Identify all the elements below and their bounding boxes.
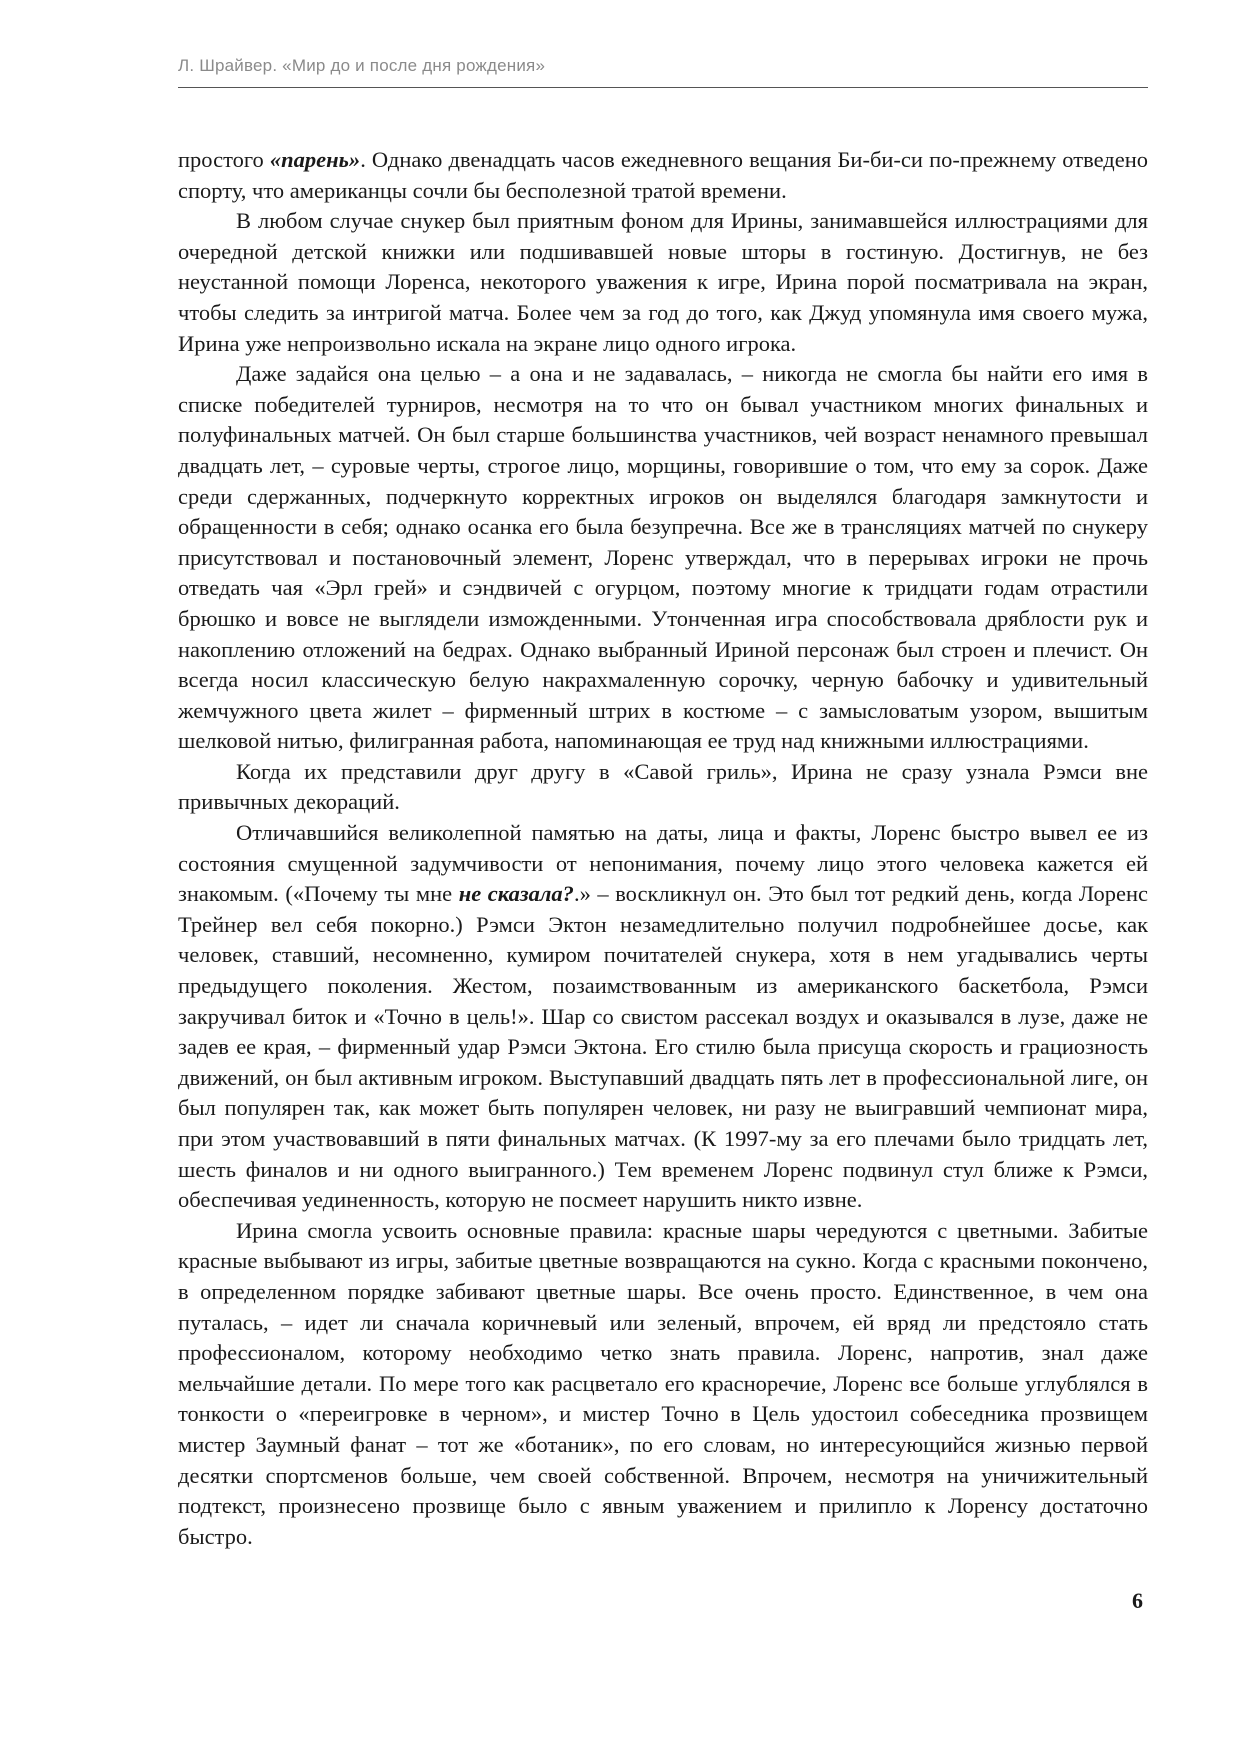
- paragraph: [178, 818, 1148, 1216]
- paragraph-text: . Однако двенадцать часов ежедневного вещания Би-би-си по-прежнему отведено спорту, что американцы сочли бы бесполезной тратой времени.: [178, 147, 1148, 203]
- header-rule: [178, 87, 1148, 88]
- paragraph-text: Отличавшийся великолепной памятью на даты, лица и факты, Лоренс быстро вывел ее из состояния смущенной задумчивости от непонимания, почему лицо этого человека кажется ей знакомым. («Почему ты мне: [178, 820, 1148, 907]
- paragraph-text: простого: [178, 147, 270, 172]
- page-number: 6: [1132, 1588, 1143, 1613]
- paragraph: [178, 145, 1148, 206]
- emphasis-text: не сказала?: [458, 881, 574, 907]
- paragraph: Даже задайся она целью – а она и не задавалась, – никогда не смогла бы найти его имя в списке победителей турниров, несмотря на то что он бывал участником многих финальных и полуфинальных матчей. Он был старше большинства участников, чей возраст ненамного превышал двадцать лет, – суровые черты, строгое лицо, морщины, говорившие о том, что ему за сорок. Даже среди сдержанных, подчеркнуто корректных игроков он выделялся благодаря замкнутости и обращенности в себя; однако осанка его была безупречна. Все же в трансляциях матчей по снукеру присутствовал и постановочный элемент, Лоренс утверждал, что в перерывах игроки не прочь отведать чая «Эрл грей» и сэндвичей с огурцом, поэтому многие к тридцати годам отрастили брюшко и вовсе не выглядели изможденными. Утонченная игра способствовала дряблости рук и накоплению отложений на бедрах. Однако выбранный Ириной персонаж был строен и плечист. Он всегда носил классическую белую накрахмаленную сорочку, черную бабочку и удивительный жемчужного цвета жилет – фирменный штрих в костюме – с замысловатым узором, вышитым шелковой нитью, филигранная работа, напоминающая ее труд над книжными иллюстрациями.: [178, 361, 1148, 754]
- body-text: [178, 145, 1148, 1552]
- paragraph: Ирина смогла усвоить основные правила: красные шары чередуются с цветными. Забитые красные выбывают из игры, забитые цветные возвращаются на сукно. Когда с красными покончено, в определенном порядке забивают цветные шары. Все очень просто. Единственное, в чем она путалась, – идет ли сначала коричневый или зеленый, впрочем, ей вряд ли предстояло стать профессионалом, которому необходимо четко знать правила. Лоренс, напротив, знал даже мельчайшие детали. По мере того как расцветало его красноречие, Лоренс все больше углублялся в тонкости о «переигровке в черном», и мистер Точно в Цель удостоил собеседника прозвищем мистер Заумный фанат – тот же «ботаник», по его словам, но интересующийся жизнью первой десятки спортсменов больше, чем своей собственной. Впрочем, несмотря на уничижительный подтекст, произнесено прозвище было с явным уважением и прилипло к Лоренсу достаточно быстро.: [178, 1217, 1148, 1549]
- emphasis-text: «парень»: [269, 147, 361, 172]
- paragraph-text: .» – воскликнул он. Это был тот редкий день, когда Лоренс Трейнер вел себя покорно.) Рэмси Эктон незамедлительно получил подробнейшее досье, как человек, ставший, несомненно, кумиром почитателей снукера, хотя в нем угадывались черты предыдущего поколения. Жестом, позаимствованным из американского баскетбола, Рэмси закручивал биток и «Точно в цель!». Шар со свистом рассекал воздух и оказывался в лузе, даже не задев ее края, – фирменный удар Рэмси Эктона. Его стилю была присуща скорость и грациозность движений, он был активным игроком. Выступавший двадцать пять лет в профессиональной лиге, он был популярен так, как может быть популярен человек, ни разу не выигравший чемпионат мира, при этом участвовавший в пяти финальных матчах. (К 1997-му за его плечами было тридцать лет, шесть финалов и ни одного выигранного.) Тем временем Лоренс подвинул стул ближе к Рэмси, обеспечивая уединенность, которую не посмеет нарушить никто извне.: [178, 881, 1148, 1213]
- paragraph: Когда их представили друг другу в «Савой гриль», Ирина не сразу узнала Рэмси вне привычных декораций.: [178, 758, 1148, 815]
- paragraph: В любом случае снукер был приятным фоном для Ирины, занимавшейся иллюстрациями для очередной детской книжки или подшивавшей новые шторы в гостиную. Достигнув, не без неустанной помощи Лоренса, некоторого уважения к игре, Ирина порой посматривала на экран, чтобы следить за интригой матча. Более чем за год до того, как Джуд упомянула имя своего мужа, Ирина уже непроизвольно искала на экране лицо одного игрока.: [178, 208, 1148, 356]
- running-header: Л. Шрайвер. «Мир до и после дня рождения»: [178, 56, 546, 75]
